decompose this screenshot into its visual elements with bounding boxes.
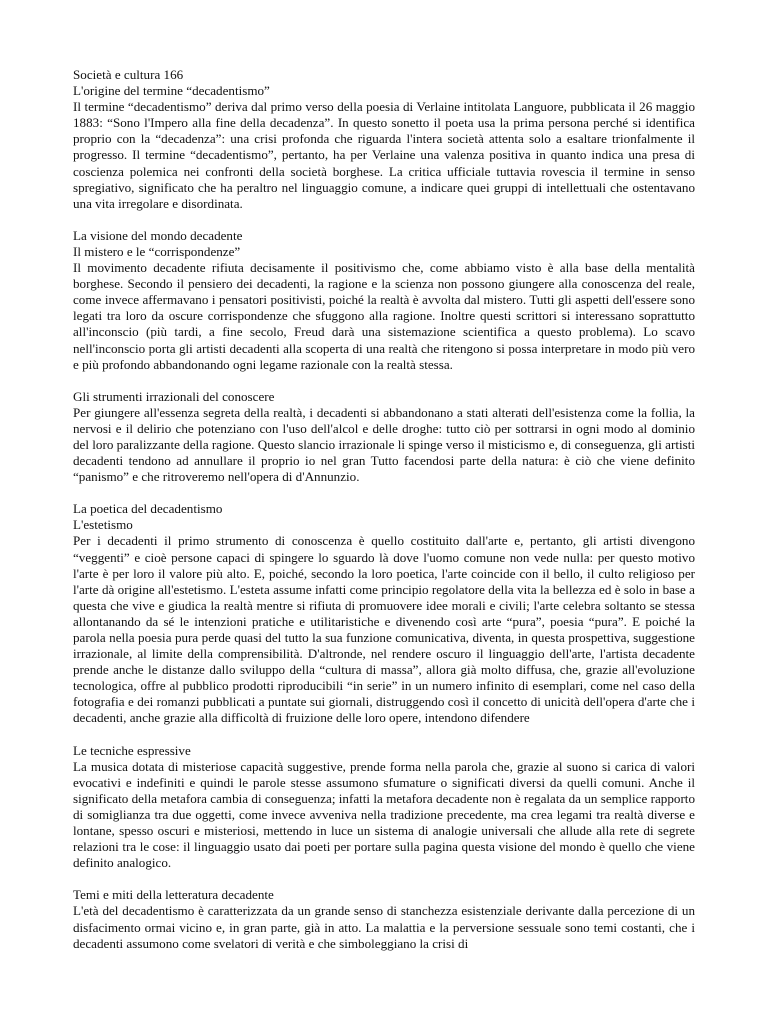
paragraph: Per i decadenti il primo strumento di conoscenza è quello costituito dall'arte e, pertanto, gli artisti divengono “veggenti” e cioè persone capaci di spingere lo sguardo là dove l'uomo comune non vede nulla: per questo motivo l'arte è per loro il valore più alto. E, poiché, secondo la loro poetica, l'arte coincide con il bello, il culto religioso per l'arte dà origine all'estetismo. L'esteta assume infatti come principio regolatore della vita la bellezza ed è solo in base a questa che vive e giudica la realtà mentre si rifiuta di promuovere idee morali e civili; l'arte celebra soltanto se stessa allontanando da sé le intenzioni pratiche e utilitaristiche e divenendo così arte “pura”, poesia “pura”. E poiché la parola nella poesia pura perde quasi del tutto la sua funzione comunicativa, diventa, in questa prospettiva, suggestione irrazionale, al limite della comprensibilità. D'altronde, nel rendere oscuro il linguaggio dell'arte, l'artista decadente prende anche le distanze dallo sviluppo della “cultura di massa”, allora già molto diffusa, che, grazie all'evoluzione tecnologica, offre al pubblico prodotti riproducibili “in serie” in un numero infinito di esemplari, come nel caso della fotografia e dei romanzi pubblicati a puntate sui giornali, distruggendo così il concetto di unicità dell'opera d'arte che i decadenti, anche grazie alla difficoltà di fruizione delle loro opere, intendono difendere [73,533,695,726]
spacer [73,485,695,501]
section-heading: Gli strumenti irrazionali del conoscere [73,388,275,404]
spacer [73,373,695,389]
paragraph: Il termine “decadentismo” deriva dal primo verso della poesia di Verlaine intitolata Languore, pubblicata il 26 maggio 1883: “Sono l'Impero alla fine della decadenza”. In questo sonetto il poeta usa la prima persona perché si identifica proprio con la “decadenza”: una crisi profonda che riguarda l'intera società attenta solo a esaltare trionfalmente il progresso. Il termine “decadentismo”, pertanto, ha per Verlaine una valenza positiva in quanto indica una presa di coscienza polemica nei confronti della società borghese. La critica ufficiale tuttavia rovescia il termine in senso spregiativo, significato che ha peraltro nel linguaggio comune, a indicare quei gruppi di intellettuali che ostentavano una vita irregolare e disordinata. [73,99,695,211]
spacer [73,871,695,887]
spacer [73,727,695,743]
document-page [73,67,695,952]
header-line: Società e cultura 166 [73,67,184,82]
section-heading: La visione del mondo decadente [73,227,243,243]
spacer [73,212,695,228]
section-title: L'origine del termine “decadentismo” [73,83,270,99]
section-heading: Le tecniche espressive [73,742,191,758]
section-heading: La poetica del decadentismo [73,501,223,517]
paragraph: Per giungere all'essenza segreta della realtà, i decadenti si abbandonano a stati alterati dell'esistenza come la follia, la nervosi e il delirio che potenziano con l'uso dell'alcol e delle droghe: tutto ciò per sottrarsi in ogni modo al dominio del loro paralizzante della ragione. Questo slancio irrazionale li spinge verso il misticismo e, di conseguenza, gli artisti decadenti tendono ad annullare il proprio io nel gran Tutto facendosi parte della natura: è ciò che viene definito “panismo” e che ritroveremo nell'opera di d'Annunzio. [73,404,695,485]
section-subheading: Il mistero e le “corrispondenze” [73,243,241,259]
paragraph: La musica dotata di misteriose capacità suggestive, prende forma nella parola che, grazie al suono si carica di valori evocativi e indefiniti e quindi le parole stesse assumono sfumature o significati diversi da quelli comuni. Anche il significato della metafora cambia di conseguenza; infatti la metafora decadente non è regalata da un semplice rapporto di somiglianza tra due oggetti, come invece avveniva nella tradizione precedente, ma crea legami tra realtà diverse e lontane, spesso oscuri e misteriosi, mettendo in luce un sistema di analogie universali che allude alla rete di segrete relazioni tra le cose: il linguaggio usato dai poeti per portare sulla pagina questa visione del mondo è quello che viene definito analogico. [73,758,695,871]
paragraph: L'età del decadentismo è caratterizzata da un grande senso di stanchezza esistenziale derivante dalla percezione di un disfacimento ormai vicino e, in gran parte, già in atto. La malattia e la perversione sessuale sono temi costanti, che i decadenti assumono come svelatori di verità e che simboleggiano la crisi di [73,903,695,951]
section-heading: Temi e miti della letteratura decadente [73,887,274,903]
section-subheading: L'estetismo [73,517,133,533]
paragraph: Il movimento decadente rifiuta decisamente il positivismo che, come abbiamo visto è alla base della mentalità borghese. Secondo il pensiero dei decadenti, la ragione e la scienza non possono giungere alla conoscenza del reale, come invece affermavano i pensatori positivisti, poiché la realtà è avvolta dal mistero. Tutti gli aspetti dell'essere sono legati tra loro da oscure corrispondenze che sfuggono alla ragione. Inoltre questi scrittori si interessano soprattutto all'inconscio (più tardi, a fine secolo, Freud darà una sistemazione scientifica a questo problema). Lo scavo nell'inconscio porta gli artisti decadenti alla scoperta di una realtà che ritengono si possa interpretare in modo più vero e più profondo abbandonando ogni legame razionale con la realtà stessa. [73,260,695,372]
